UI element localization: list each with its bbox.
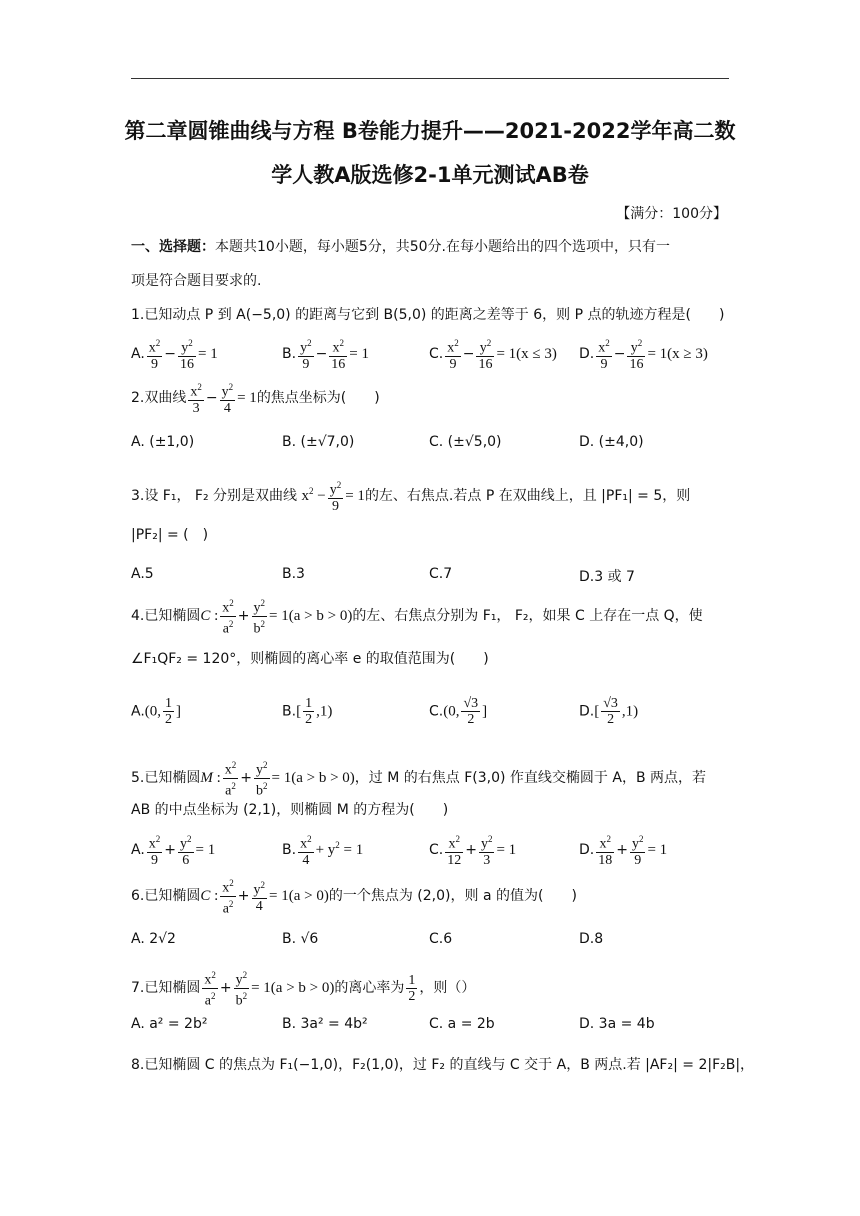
q5-option-a: A. $\frac{x^2}{9}$ + $\frac{y^2}{6}$ = 1 (131, 834, 216, 868)
header-rule (131, 78, 729, 79)
q2-option-b: B. (±√7,0) (282, 434, 355, 450)
q1-stem: 1.已知动点 P 到 A(−5,0) 的距离与它到 B(5,0) 的距离之差等于 6，则 P 点的轨迹方程是( ) (131, 307, 725, 323)
q4-option-d: D.[ $\frac{√3}{2}$ ,1) (579, 696, 639, 727)
section-intro-line2: 项是符合题目要求的. (131, 273, 262, 289)
q4-stem-line2: ∠F₁QF₂ = 120°，则椭圆的离心率 e 的取值范围为( ) (131, 651, 489, 667)
q5-stem-line1: 5.已知椭圆M : $\frac{x^2}{a^2}$ + $\frac{y^2}{b^2}$ = 1(a > b > 0)，过 M 的右焦点 F(3,0) 作直线交椭圆于 A，B 两点，若 (131, 760, 706, 799)
q1-option-a: A. $\frac{x^2}{9}$ − $\frac{y^2}{16}$ = 1 (131, 338, 218, 372)
full-score: 【满分：100分】 (616, 206, 727, 222)
section-intro-text: 本题共10小题，每小题5分，共50分.在每小题给出的四个选项中，只有一 (215, 239, 670, 255)
q5-option-b: B. $\frac{x^2}{4}$ + $y^2 = 1$ (282, 834, 364, 868)
q1-option-c: C. $\frac{x^2}{9}$ − $\frac{y^2}{16}$ = 1(x ≤ 3) (429, 338, 557, 372)
q4-option-a: A.(0, $\frac{1}{2}$ ] (131, 696, 182, 727)
q1-option-b: B. $\frac{y^2}{9}$ − $\frac{x^2}{16}$ = 1 (282, 338, 370, 372)
q3-option-a: A.5 (131, 566, 154, 582)
q2-option-c: C. (±√5,0) (429, 434, 502, 450)
q7-option-d: D. 3a = 4b (579, 1016, 655, 1032)
q7-option-b: B. 3a² = 4b² (282, 1016, 368, 1032)
q3-option-d: D.3 或 7 (579, 569, 635, 585)
q4-stem-line1: 4.已知椭圆C : $\frac{x^2}{a^2}$ + $\frac{y^2}{b^2}$ = 1(a > b > 0)的左、右焦点分别为 F₁， F₂，如果 C 上存在一点 Q，使 (131, 598, 703, 637)
q7-stem: 7.已知椭圆 $\frac{x^2}{a^2}$ + $\frac{y^2}{b^2}$ = 1(a > b > 0)的离心率为 $\frac{1}{2}$ ，则（） (131, 970, 476, 1009)
q5-stem-line2: AB 的中点坐标为 (2,1)，则椭圆 M 的方程为( ) (131, 802, 449, 818)
q2-stem: 2.双曲线 $\frac{x^2}{3}$ − $\frac{y^2}{4}$ = 1的焦点坐标为( ) (131, 382, 380, 416)
q8-stem: 8.已知椭圆 C 的焦点为 F₁(−1,0)，F₂(1,0)，过 F₂ 的直线与 C 交于 A，B 两点.若 |AF₂| = 2|F₂B|， (131, 1057, 755, 1073)
q6-option-b: B. √6 (282, 931, 319, 947)
q5-option-d: D. $\frac{x^2}{18}$ + $\frac{y^2}{9}$ = 1 (579, 834, 668, 868)
q4-option-b: B.[ $\frac{1}{2}$ ,1) (282, 696, 333, 727)
section-heading: 一、选择题： (131, 239, 215, 255)
q5-option-c: C. $\frac{x^2}{12}$ + $\frac{y^2}{3}$ = 1 (429, 834, 517, 868)
q2-option-d: D. (±4,0) (579, 434, 644, 450)
q3-stem-line1: 3.设 F₁， F₂ 分别是双曲线 $x^2$ − $\frac{y^2}{9}$ = 1的左、右焦点.若点 P 在双曲线上，且 |PF₁| = 5，则 (131, 480, 691, 514)
q7-option-a: A. a² = 2b² (131, 1016, 208, 1032)
q2-option-a: A. (±1,0) (131, 434, 195, 450)
q1-option-d: D. $\frac{x^2}{9}$ − $\frac{y^2}{16}$ = 1(x ≥ 3) (579, 338, 708, 372)
section-intro-line1 (131, 236, 670, 256)
q3-stem-line2: |PF₂| = ( ) (131, 527, 209, 543)
q7-option-c: C. a = 2b (429, 1016, 495, 1032)
page-title-line1: 第二章圆锥曲线与方程 B卷能力提升——2021-2022学年高二数 (124, 119, 736, 143)
q6-option-c: C.6 (429, 931, 453, 947)
q6-option-d: D.8 (579, 931, 604, 947)
q3-option-b: B.3 (282, 566, 305, 582)
page-title-line2: 学人教A版选修2-1单元测试AB卷 (271, 163, 589, 187)
q3-option-c: C.7 (429, 566, 453, 582)
q6-stem: 6.已知椭圆C : $\frac{x^2}{a^2}$ + $\frac{y^2}{4}$ = 1(a > 0)的一个焦点为 (2,0)，则 a 的值为( ) (131, 878, 577, 917)
q4-option-c: C.(0, $\frac{√3}{2}$ ] (429, 696, 488, 727)
q6-option-a: A. 2√2 (131, 931, 176, 947)
